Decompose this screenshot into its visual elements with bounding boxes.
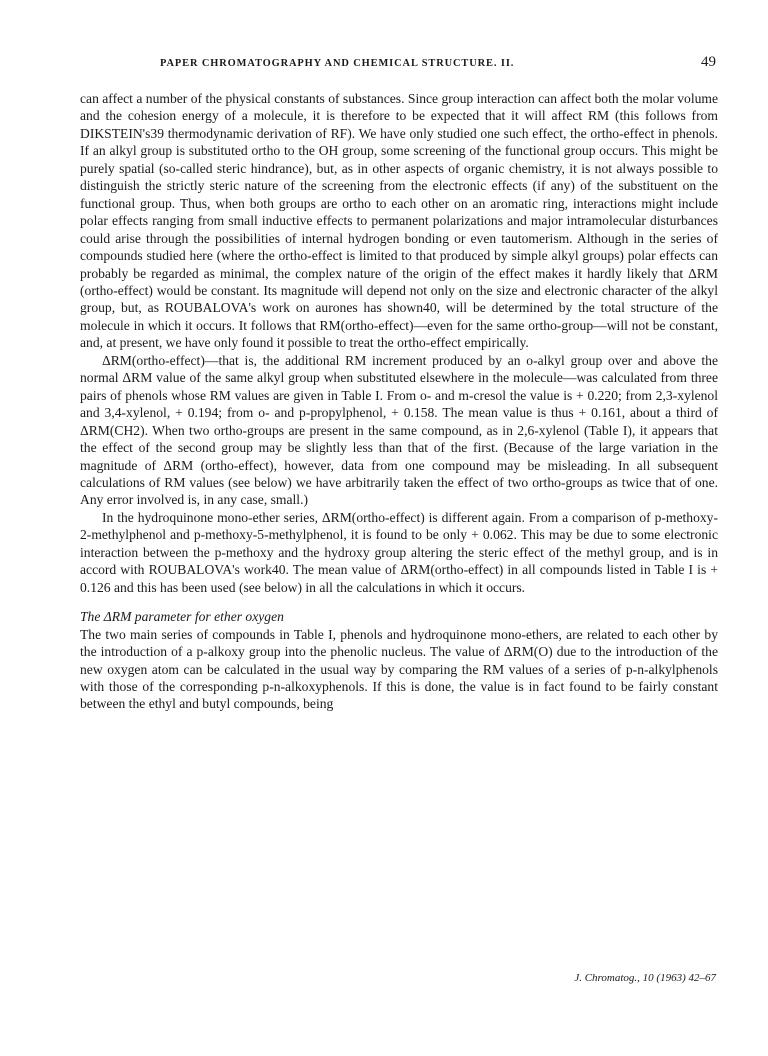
- running-head: PAPER CHROMATOGRAPHY AND CHEMICAL STRUCTURE. II.: [160, 58, 515, 69]
- paragraph-1: can affect a number of the physical constants of substances. Since group interaction can affect both the molar volume and the cohesion energy of a molecule, it is therefore to be expected that it will affect RM (this follows from DIKSTEIN's39 thermodynamic derivation of RF). We have only studied one such effect, the ortho-effect in phenols. If an alkyl group is substituted ortho to the OH group, some screening of the functional group occurs. This might be purely spatial (so-called steric hindrance), but, as in other aspects of organic chemistry, it is not always possible to distinguish the strictly steric nature of the screening from the electronic effects (if any) of the substituent on the functional group. Thus, when both groups are ortho to each other on an aromatic ring, interactions might include polar effects ranging from small inductive effects to permanent polarizations and major intramolecular disturbances could arise through the possibilities of internal hydrogen bonding or even tautomerism. Although in the series of compounds studied here (where the ortho-effect is limited to that produced by simple alkyl groups) polar effects can probably be regarded as minimal, the complex nature of the origin of the effect makes it hardly likely that ΔRM (ortho-effect) would be constant. Its magnitude will depend not only on the size and electronic character of the alkyl group, but, as ROUBALOVA's work on aurones has shown40, will be determined by the total structure of the molecule in which it occurs. It follows that RM(ortho-effect)—even for the same ortho-group—will not be constant, and, at present, we have only found it possible to treat the ortho-effect empirically.: [80, 91, 718, 351]
- paragraph-2: ΔRM(ortho-effect)—that is, the additional RM increment produced by an o-alkyl group over and above the normal ΔRM value of the same alkyl group when substituted elsewhere in the molecule—was calculated from three pairs of phenols whose RM values are given in Table I. From o- and m-cresol the value is + 0.220; from 2,3-xylenol and 3,4-xylenol, + 0.194; from o- and p-propylphenol, + 0.158. The mean value is thus + 0.161, about a third of ΔRM(CH2). When two ortho-groups are present in the same compound, as in 2,6-xylenol (Table I), it appears that the effect of the second group may be slightly less than that of the first. (Because of the large variation in the magnitude of ΔRM (ortho-effect), however, data from one compound may be misleading. In all subsequent calculations of RM values (see below) we have arbitrarily taken the effect of two ortho-groups as twice that of one. Any error involved is, in any case, small.): [80, 352, 718, 508]
- body-text: [80, 90, 718, 713]
- section-heading: The ΔRM parameter for ether oxygen: [80, 609, 284, 625]
- paragraph-4: The two main series of compounds in Table I, phenols and hydroquinone mono-ethers, are related to each other by the introduction of a p-alkoxy group into the phenolic nucleus. The value of ΔRM(O) due to the introduction of the new oxygen atom can be calculated in the usual way by comparing the RM values of a series of p-n-alkylphenols with those of the corresponding p-n-alkoxyphenols. If this is done, the value is in fact found to be fairly constant between the ethyl and butyl compounds, being: [80, 626, 718, 712]
- paragraph-3: In the hydroquinone mono-ether series, ΔRM(ortho-effect) is different again. From a comparison of p-methoxy-2-methylphenol and p-methoxy-5-methylphenol, it is found to be only + 0.062. This may be due to some electronic interaction between the p-methoxy and the hydroxy group altering the steric effect of the methyl group, and is in accord with ROUBALOVA's work40. The mean value of ΔRM(ortho-effect) in all compounds listed in Table I is + 0.126 and this has been used (see below) in all the calculations in which it occurs.: [80, 509, 718, 595]
- page-header: [0, 50, 768, 76]
- page-number: 49: [701, 54, 716, 70]
- journal-citation: J. Chromatog., 10 (1963) 42–67: [574, 972, 716, 984]
